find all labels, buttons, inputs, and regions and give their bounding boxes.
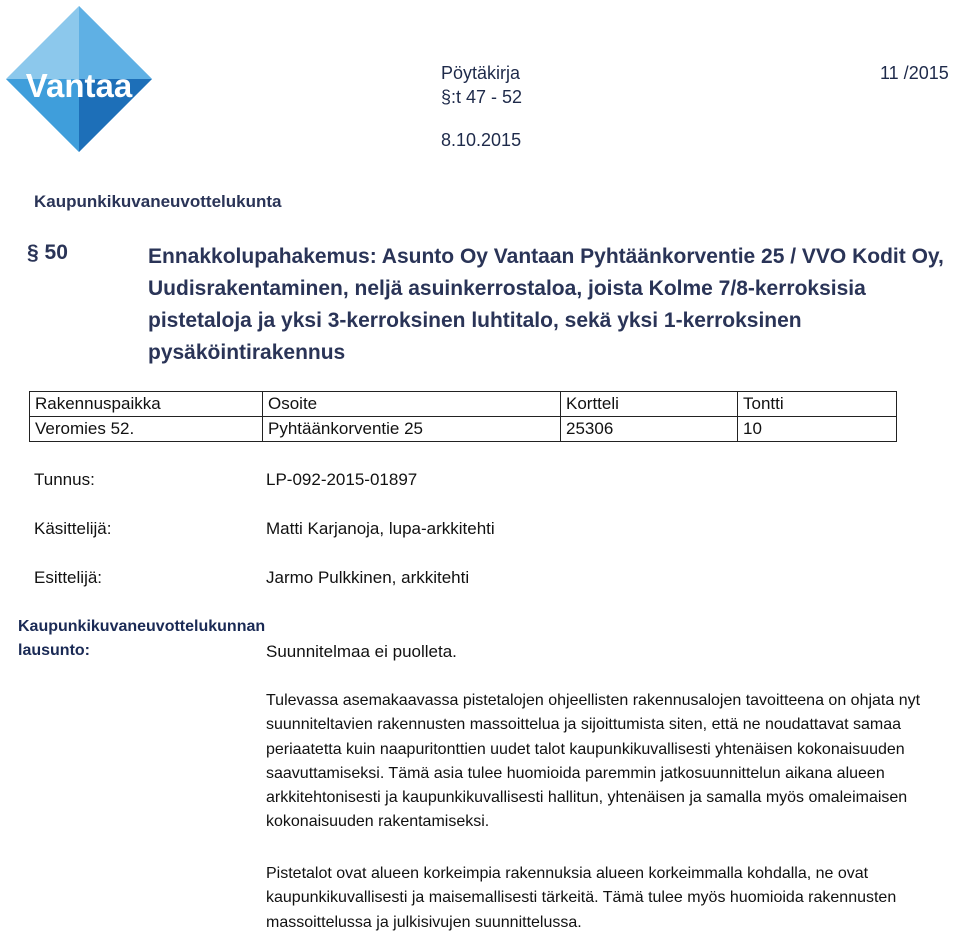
section-title: Ennakkolupahakemus: Asunto Oy Vantaan Pyhtäänkorventie 25 / VVO Kodit Oy, Uudisrakentaminen, neljä asuinkerrostaloa, joista Kolme 7/8-kerroksisia pistetaloja ja yksi 3-kerroksinen luhtitalo, sekä yksi 1-kerroksinen pysäköintirakennus: [148, 245, 944, 364]
statement-paragraph-2: Pistetalot ovat alueen korkeimpia rakennuksia alueen korkeimmalla kohdalla, ne ovat kaupunkikuvallisesti ja maisemallisesti tärkeitä. Tämä tulee myös huomioida rakennusten massoittelussa ja julkisivujen suunnittelussa.: [266, 865, 897, 931]
lausunto-label-line1: Kaupunkikuvaneuvottelukunnan: [18, 618, 266, 635]
header-cell: Rakennuspaikka: [30, 392, 263, 417]
header-cell: Osoite: [263, 392, 561, 417]
section-range: §:t 47 - 52: [441, 87, 523, 107]
header-cell: Kortteli: [561, 392, 738, 417]
doc-type: Pöytäkirja: [441, 63, 521, 83]
section-number: § 50: [27, 241, 68, 264]
tunnus-value: LP-092-2015-01897: [266, 470, 418, 489]
table-cell: Veromies 52.: [30, 417, 263, 442]
esittelija-label: Esittelijä:: [34, 568, 103, 587]
header-cell: Tontti: [738, 392, 897, 417]
table-cell: 10: [738, 417, 897, 442]
lausunto-label-line2: lausunto:: [18, 642, 90, 659]
statement-paragraph-1: Tulevassa asemakaavassa pistetalojen ohjeellisten rakennusalojen tavoitteena on ohjata nyt suunniteltavien rakennusten massoittelua ja sijoittumista siten, että ne noudattavat samaa periaatetta kuin naapuritonttien uudet talot kaupunkikuvallisesti yhtenäisen kokonaisuuden saavuttamiseksi. Tämä asia tulee huomioida paremmin jatkosuunnittelun aikana alueen arkkitehtonisesti ja kaupunkikuvallisesti hallitun, yhtenäisen ja samalla myös omaleimaisen kokonaisuuden rakentamiseksi.: [266, 692, 921, 831]
tunnus-label: Tunnus:: [34, 470, 95, 489]
lausunto-value: Suunnitelmaa ei puolleta.: [266, 642, 457, 661]
logo-text: Vantaa: [25, 67, 133, 104]
kasittelija-value: Matti Karjanoja, lupa-arkkitehti: [266, 519, 495, 538]
table-cell: Pyhtäänkorventie 25: [263, 417, 561, 442]
committee-name: Kaupunkikuvaneuvottelukunta: [34, 192, 282, 211]
table-cell: 25306: [561, 417, 738, 442]
kasittelija-label: Käsittelijä:: [34, 519, 112, 538]
vantaa-logo: [4, 4, 154, 154]
esittelija-value: Jarmo Pulkkinen, arkkitehti: [266, 568, 470, 587]
property-info-table: [29, 391, 897, 442]
table-row: [30, 417, 897, 442]
meeting-date: 8.10.2015: [441, 130, 522, 150]
page-number: 11 /2015: [880, 63, 949, 83]
table-header-row: [30, 392, 897, 417]
